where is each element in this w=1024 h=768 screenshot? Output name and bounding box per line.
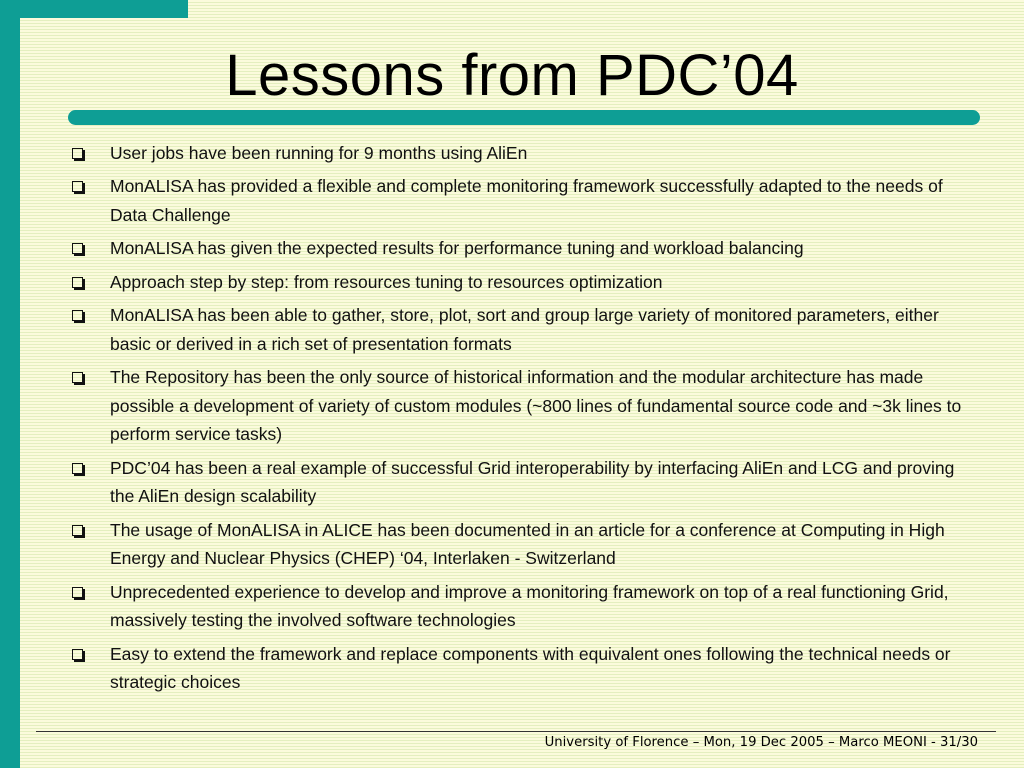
bullet-text: Approach step by step: from resources tuning to resources optimization xyxy=(110,271,663,292)
bullet-item xyxy=(70,268,970,297)
square-bullet-icon xyxy=(72,148,83,159)
bullet-text: MonALISA has provided a flexible and complete monitoring framework successfully adapted to the needs of Data Challenge xyxy=(110,176,943,225)
square-bullet-icon xyxy=(72,372,83,383)
square-bullet-icon xyxy=(72,587,83,598)
bullet-text: The usage of MonALISA in ALICE has been documented in an article for a conference at Computing in High Energy and Nuclear Physics (CHEP) ‘04, Interlaken - Switzerland xyxy=(110,519,945,569)
bullet-text: User jobs have been running for 9 months using AliEn xyxy=(110,143,528,163)
top-accent-bar xyxy=(0,0,188,18)
bullet-item xyxy=(70,139,970,168)
bullet-text: Unprecedented experience to develop and improve a monitoring framework on top of a real functioning Grid, massively testing the involved software technologies xyxy=(110,581,949,631)
square-bullet-icon xyxy=(72,310,83,321)
slide-title: Lessons from PDC’04 xyxy=(225,43,799,108)
title-underline xyxy=(68,110,980,125)
bullet-item xyxy=(70,516,970,573)
bullet-item xyxy=(70,234,970,263)
bullet-text: PDC’04 has been a real example of successful Grid interoperability by interfacing AliEn and LCG and proving the AliEn design scalability xyxy=(110,457,955,507)
bullet-item xyxy=(70,454,970,511)
bullet-item xyxy=(70,578,970,635)
bullet-text: MonALISA has given the expected results for performance tuning and workload balancing xyxy=(110,238,804,259)
left-accent-bar xyxy=(0,0,20,768)
square-bullet-icon xyxy=(72,463,83,474)
square-bullet-icon xyxy=(72,525,83,536)
footer-divider xyxy=(36,731,996,732)
bullet-list xyxy=(70,139,970,702)
bullet-item xyxy=(70,172,970,229)
slide-footer: University of Florence – Mon, 19 Dec 2005 – Marco MEONI - 31/30 xyxy=(544,735,978,750)
bullet-text: MonALISA has been able to gather, store, plot, sort and group large variety of monitored parameters, either basic or derived in a rich set of presentation formats xyxy=(110,304,939,354)
square-bullet-icon xyxy=(72,243,83,254)
square-bullet-icon xyxy=(72,181,83,192)
bullet-item xyxy=(70,640,970,697)
bullet-item xyxy=(70,301,970,358)
square-bullet-icon xyxy=(72,649,83,660)
bullet-item xyxy=(70,363,970,449)
square-bullet-icon xyxy=(72,277,83,288)
bullet-text: Easy to extend the framework and replace components with equivalent ones following the technical needs or strategic choices xyxy=(110,643,951,693)
bullet-text: The Repository has been the only source of historical information and the modular architecture has made possible a development of variety of custom modules (~800 lines of fundamental source code and ~3k lines to perform service tasks) xyxy=(110,366,962,445)
